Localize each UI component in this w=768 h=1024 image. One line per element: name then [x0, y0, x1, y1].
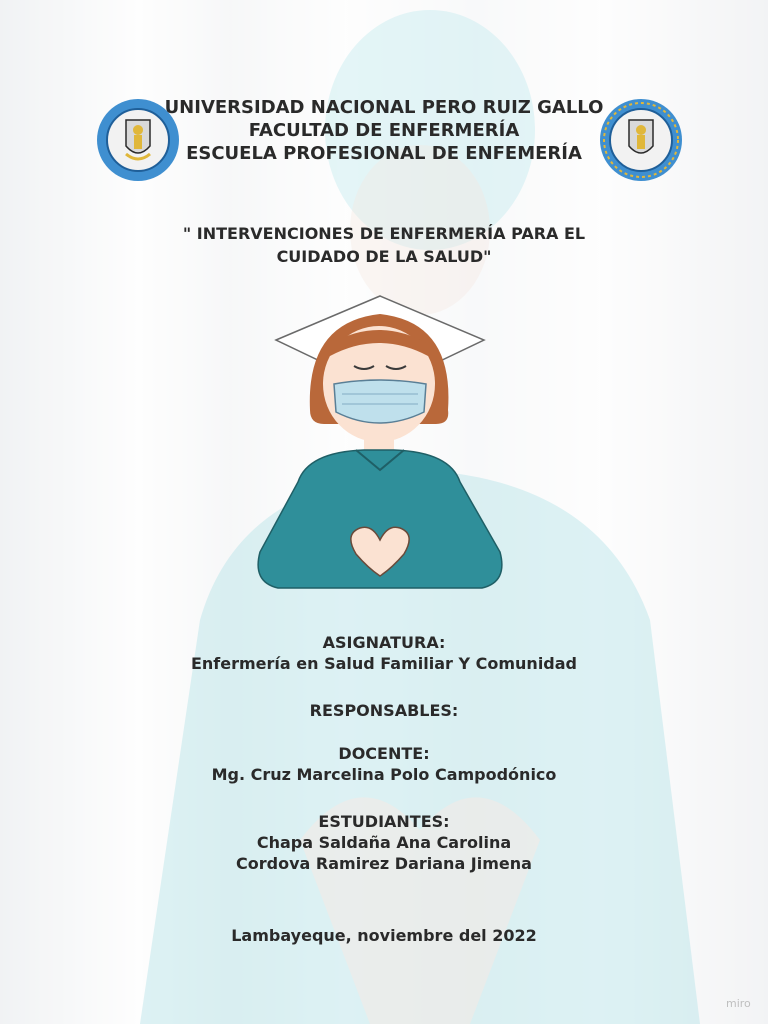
student-name: Chapa Saldaña Ana Carolina	[256, 833, 512, 852]
university-name: UNIVERSIDAD NACIONAL PERO RUIZ GALLO	[164, 97, 604, 118]
teacher-label: DOCENTE:	[338, 744, 430, 763]
title-line-2: CUIDADO DE LA SALUD"	[276, 247, 492, 266]
school-name: ESCUELA PROFESIONAL DE ENFEMERÍA	[186, 143, 582, 164]
subject-section	[120, 632, 648, 674]
student-name: Cordova Ramirez Dariana Jimena	[236, 854, 532, 873]
title-line-1: " INTERVENCIONES DE ENFERMERÍA PARA EL	[182, 224, 586, 243]
nurse-heart-hands-illustration	[238, 292, 522, 598]
faculty-name: FACULTAD DE ENFERMERÍA	[248, 120, 520, 141]
subject-label: ASIGNATURA:	[322, 633, 446, 652]
subject-value: Enfermería en Salud Familiar Y Comunidad	[190, 654, 578, 673]
responsibles-label: RESPONSABLES:	[309, 701, 459, 720]
students-section	[120, 811, 648, 874]
place-date-text: Lambayeque, noviembre del 2022	[231, 926, 537, 945]
responsibles-section	[120, 700, 648, 721]
miro-watermark: miro	[726, 997, 751, 1010]
institution-header	[150, 96, 618, 165]
place-date	[120, 925, 648, 946]
students-label: ESTUDIANTES:	[318, 812, 450, 831]
document-title	[150, 222, 618, 268]
teacher-name: Mg. Cruz Marcelina Polo Campodónico	[211, 765, 557, 784]
teacher-section	[120, 743, 648, 785]
